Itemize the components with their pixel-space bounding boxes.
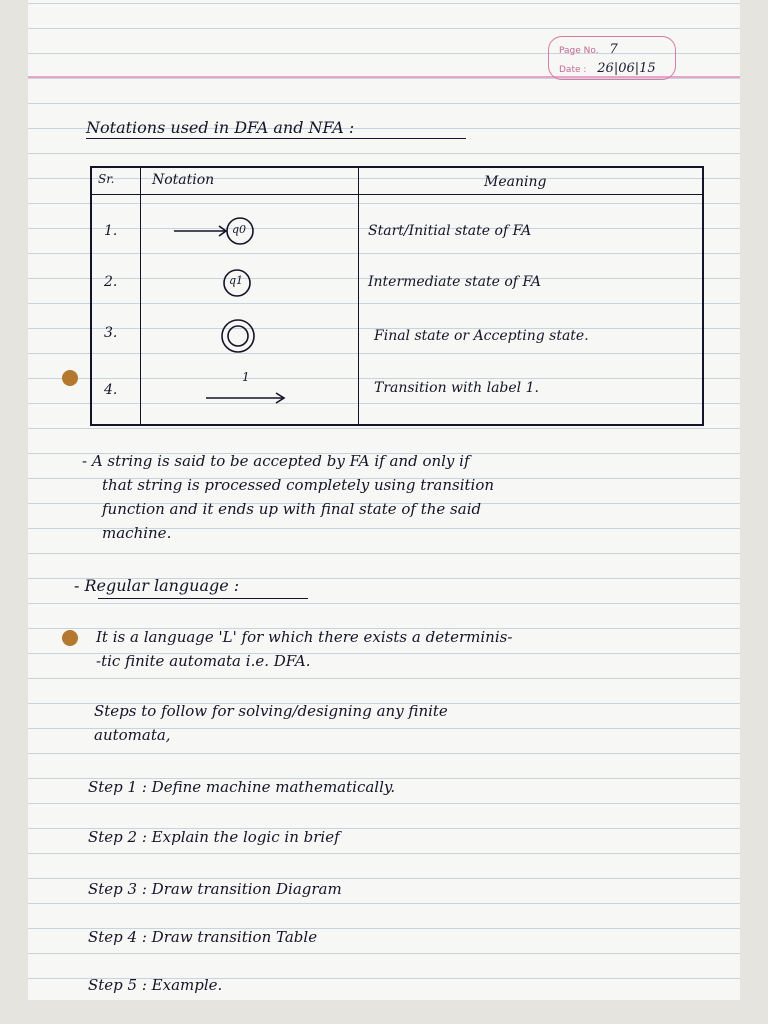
acceptance-line-2: that string is processed completely using transition [102, 476, 495, 494]
row-4-meaning: Transition with label 1. [374, 380, 539, 396]
row-2-sr: 2. [104, 274, 118, 290]
row-3-sr: 3. [104, 325, 118, 341]
header-notation: Notation [152, 172, 215, 188]
final-state-icon [218, 316, 258, 356]
steps-intro-line-2: automata, [94, 726, 171, 744]
steps-intro-line-1: Steps to follow for solving/designing any finite [94, 702, 448, 720]
acceptance-line-1: - A string is said to be accepted by FA if and only if [82, 452, 470, 470]
binder-hole [62, 370, 78, 386]
step-3: Step 3 : Draw transition Diagram [88, 880, 342, 898]
notebook-page [28, 0, 740, 1000]
regular-language-line-1: It is a language 'L' for which there exists a determinis- [96, 628, 513, 646]
row-2-meaning: Intermediate state of FA [368, 274, 542, 290]
row-1-sr: 1. [104, 223, 118, 239]
acceptance-line-3: function and it ends up with final state of the said [102, 500, 482, 518]
start-state-icon [170, 214, 280, 248]
notation-table [90, 166, 704, 426]
header-sr: Sr. [98, 172, 115, 186]
header-meaning: Meaning [484, 174, 547, 190]
row-1-meaning: Start/Initial state of FA [368, 223, 532, 239]
regular-language-title: - Regular language : [74, 576, 240, 595]
row-1-state-label: q0 [232, 223, 247, 236]
step-1: Step 1 : Define machine mathematically. [88, 778, 396, 796]
date-value: 26|06|15 [597, 61, 656, 76]
page-no-row [559, 42, 618, 57]
row-2-state-label: q1 [229, 274, 244, 287]
heading-underline [86, 138, 466, 139]
acceptance-line-4: machine. [102, 524, 172, 542]
row-3-meaning: Final state or Accepting state. [374, 328, 589, 344]
step-5: Step 5 : Example. [88, 976, 223, 994]
binder-hole [62, 630, 78, 646]
notations-heading: Notations used in DFA and NFA : [86, 118, 355, 137]
date-row [559, 61, 656, 76]
page-no-label: Page No. [559, 46, 599, 56]
step-2: Step 2 : Explain the logic in brief [88, 828, 340, 846]
header-divider [92, 194, 702, 195]
page-no-value: 7 [609, 42, 618, 57]
page-number-box [548, 36, 676, 80]
row-4-sr: 4. [104, 382, 118, 398]
column-divider [358, 168, 359, 424]
regular-language-underline [98, 598, 308, 599]
regular-language-line-2: -tic finite automata i.e. DFA. [96, 652, 311, 670]
row-4-transition-label: 1 [242, 370, 250, 384]
step-4: Step 4 : Draw transition Table [88, 928, 318, 946]
date-label: Date : [559, 65, 587, 75]
column-divider [140, 168, 141, 424]
